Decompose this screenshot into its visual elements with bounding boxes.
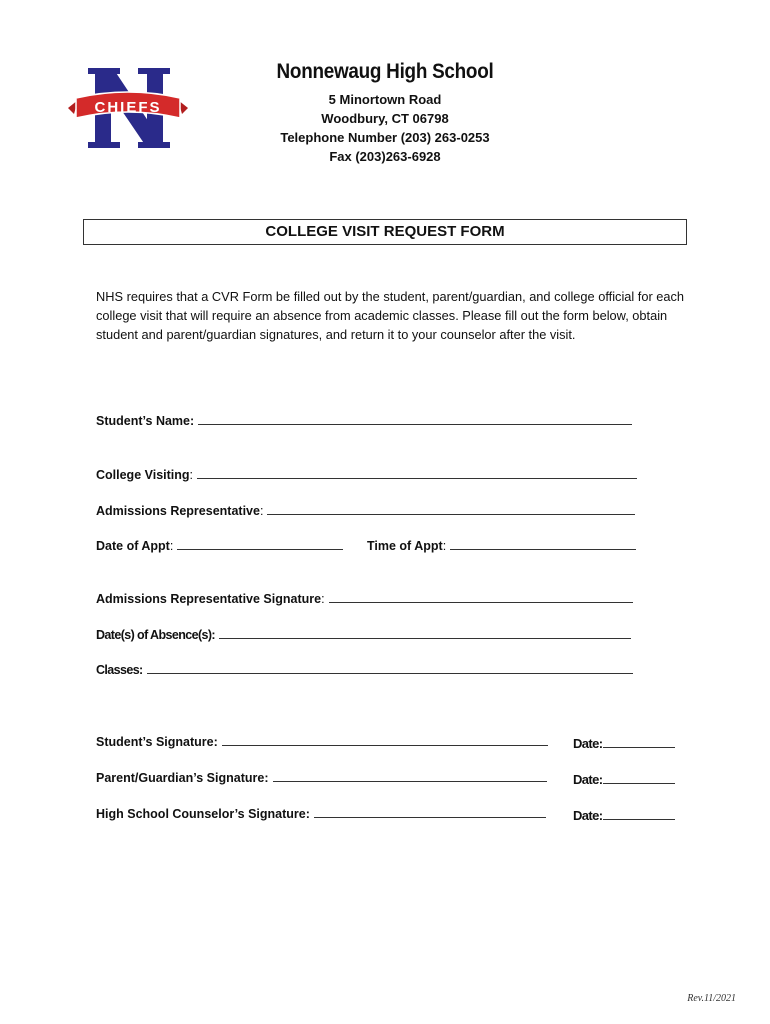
classes-row: [96, 661, 633, 677]
dates-of-absence-field[interactable]: [219, 626, 631, 639]
parent-date-field[interactable]: [603, 771, 675, 784]
counselor-date-label: Date:: [573, 808, 603, 823]
admissions-rep-signature-field[interactable]: [329, 590, 633, 603]
student-signature-row: [96, 733, 548, 749]
fax-number: Fax (203)263-6928: [329, 149, 441, 164]
admissions-rep-field[interactable]: [267, 502, 635, 515]
student-name-label: Student’s Name:: [96, 414, 195, 428]
college-visiting-field[interactable]: [197, 466, 637, 479]
parent-signature-row: [96, 769, 547, 785]
admissions-rep-row: Admissions Representative:: [96, 502, 635, 518]
classes-field[interactable]: [147, 661, 633, 674]
student-name-field[interactable]: [198, 412, 632, 425]
dates-of-absence-label: Date(s) of Absence(s):: [96, 628, 215, 642]
date-of-appt-label: Date of Appt: [96, 539, 170, 553]
intro-text: NHS requires that a CVR Form be filled out by the student, parent/guardian, and college official for each college visit that will require an absence from academic classes. Please fill out the form below, obtain student and parent/guardian signatures, and return it to your counselor after the visit.: [96, 289, 685, 342]
student-date-label: Date:: [573, 736, 603, 751]
counselor-date-field[interactable]: [603, 807, 675, 820]
date-of-appt-row: Date of Appt:: [96, 537, 343, 553]
admissions-rep-signature-label: Admissions Representative Signature: [96, 592, 322, 606]
parent-signature-label: Parent/Guardian’s Signature:: [96, 771, 269, 785]
phone-number: Telephone Number (203) 263-0253: [280, 130, 490, 145]
admissions-rep-signature-row: Admissions Representative Signature:: [96, 590, 633, 606]
parent-date-row: [573, 771, 675, 787]
parent-signature-field[interactable]: [273, 769, 547, 782]
counselor-signature-row: [96, 805, 546, 821]
time-of-appt-label: Time of Appt: [367, 539, 443, 553]
revision-label: Rev.11/2021: [687, 993, 736, 1004]
school-header: [240, 60, 530, 166]
admissions-rep-label: Admissions Representative: [96, 504, 260, 518]
student-name-row: [96, 412, 632, 428]
student-signature-field[interactable]: [222, 733, 548, 746]
logo-text: CHIEFS: [94, 99, 162, 116]
parent-date-label: Date:: [573, 772, 603, 787]
counselor-signature-field[interactable]: [314, 805, 546, 818]
college-visiting-row: College Visiting:: [96, 466, 637, 482]
counselor-date-row: [573, 807, 675, 823]
school-name: Nonnewaug High School: [276, 60, 494, 83]
address-line-1: 5 Minortown Road: [328, 92, 442, 107]
date-of-appt-field[interactable]: [177, 537, 343, 550]
college-visiting-label: College Visiting: [96, 468, 190, 482]
form-title: COLLEGE VISIT REQUEST FORM: [83, 219, 687, 245]
counselor-signature-label: High School Counselor’s Signature:: [96, 807, 310, 821]
student-date-row: [573, 735, 675, 751]
address-line-2: Woodbury, CT 06798: [321, 111, 449, 126]
time-of-appt-row: Time of Appt:: [367, 537, 636, 553]
school-logo: [66, 64, 190, 152]
time-of-appt-field[interactable]: [450, 537, 636, 550]
student-date-field[interactable]: [603, 735, 675, 748]
student-signature-label: Student’s Signature:: [96, 735, 218, 749]
classes-label: Classes:: [96, 663, 143, 677]
dates-of-absence-row: [96, 626, 631, 642]
